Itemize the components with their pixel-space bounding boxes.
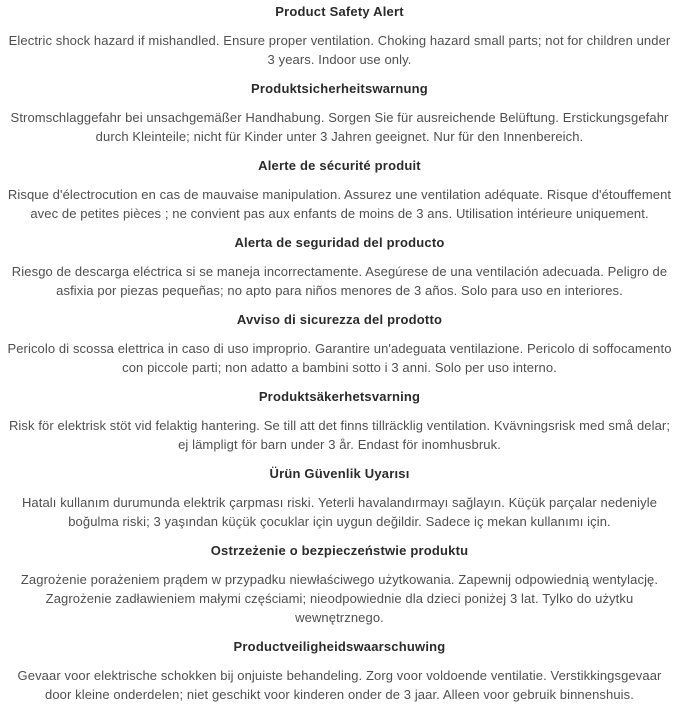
section-body-turkish: Hatalı kullanım durumunda elektrik çarpması riski. Yeterli havalandırmayı sağlayın. Küçük parçalar nedeniyle boğulma riski; 3 yaşından küçük çocuklar için uygun değildir. Sadece iç mekan kullanımı için. bbox=[21, 495, 658, 529]
section-body-english: Electric shock hazard if mishandled. Ensure proper ventilation. Choking hazard small parts; not for children under 3 years. Indoor use only. bbox=[8, 33, 671, 67]
safety-section-french bbox=[5, 156, 674, 223]
section-heading-spanish: Alerta de seguridad del producto bbox=[234, 235, 445, 250]
section-heading-swedish: Produktsäkerhetsvarning bbox=[258, 389, 421, 404]
safety-section-turkish bbox=[5, 464, 674, 531]
safety-section-dutch bbox=[5, 637, 674, 704]
section-heading-italian: Avviso di sicurezza del prodotto bbox=[236, 312, 443, 327]
safety-section-polish bbox=[5, 541, 674, 627]
section-body-italian: Pericolo di scossa elettrica in caso di uso improprio. Garantire un'adeguata ventilazione. Pericolo di soffocamento con piccole parti; non adatto a bambini sotto i 3 anni. Solo per uso interno. bbox=[7, 341, 672, 375]
section-heading-german: Produktsicherheitswarnung bbox=[251, 81, 428, 96]
section-body-german: Stromschlaggefahr bei unsachgemäßer Handhabung. Sorgen Sie für ausreichende Belüftung. Erstickungsgefahr durch Kleinteile; nicht für Kinder unter 3 Jahren geeignet. Nur für den Innenbereich. bbox=[10, 110, 669, 144]
section-body-swedish: Risk för elektrisk stöt vid felaktig hantering. Se till att det finns tillräcklig ventilation. Kvävningsrisk med små delar; ej lämpligt för barn under 3 år. Endast för inomhusbruk. bbox=[8, 418, 671, 452]
section-heading-french: Alerte de sécurité produit bbox=[258, 158, 421, 173]
section-heading-english: Product Safety Alert bbox=[275, 4, 404, 19]
safety-section-spanish bbox=[5, 233, 674, 300]
section-body-dutch: Gevaar voor elektrische schokken bij onjuiste behandeling. Zorg voor voldoende ventilatie. Verstikkingsgevaar door kleine onderdelen; niet geschikt voor kinderen onder de 3 jaar. Alleen voor gebruik binnenshuis. bbox=[17, 668, 662, 702]
section-body-spanish: Riesgo de descarga eléctrica si se maneja incorrectamente. Asegúrese de una ventilación adecuada. Peligro de asfixia por piezas pequeñas; no apto para niños menores de 3 años. Solo para uso en interiores. bbox=[11, 264, 668, 298]
section-heading-turkish: Ürün Güvenlik Uyarısı bbox=[269, 466, 410, 481]
safety-section-german bbox=[5, 79, 674, 146]
safety-section-english bbox=[5, 2, 674, 69]
safety-section-italian bbox=[5, 310, 674, 377]
section-body-french: Risque d'électrocution en cas de mauvaise manipulation. Assurez une ventilation adéquate. Risque d'étouffement avec de petites pièces ; ne convient pas aux enfants de moins de 3 ans. Utilisation intérieure uniquement. bbox=[7, 187, 672, 221]
section-heading-dutch: Productveiligheidswaarschuwing bbox=[233, 639, 446, 654]
section-body-polish: Zagrożenie porażeniem prądem w przypadku niewłaściwego użytkowania. Zapewnij odpowiednią wentylację. Zagrożenie zadławieniem małymi częściami; nieodpowiednie dla dzieci poniżej 3 lat. Tylko do użytku wewnętrznego. bbox=[20, 572, 659, 625]
safety-section-swedish bbox=[5, 387, 674, 454]
section-heading-polish: Ostrzeżenie o bezpieczeństwie produktu bbox=[210, 543, 469, 558]
